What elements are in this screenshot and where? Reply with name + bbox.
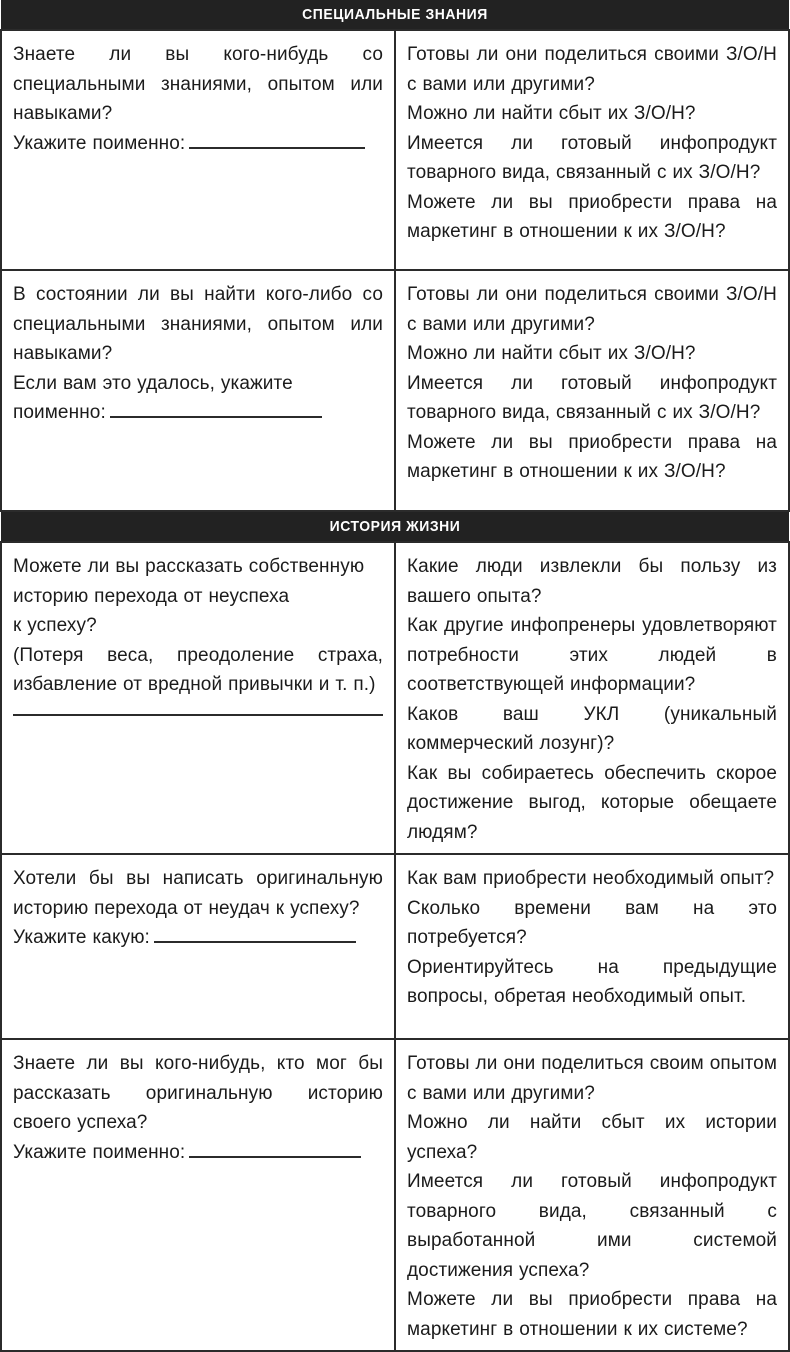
question-line: Имеется ли готовый инфопродукт товарного вида, связанный с их З/О/Н? — [407, 372, 777, 423]
question-line: Можете ли вы рассказать собственную историю перехода от неуспеха — [13, 556, 365, 607]
question-cell-right — [395, 542, 789, 854]
question-line: Как другие инфопренеры удовлетворяют потребности этих людей в соответствующей информации? — [407, 615, 777, 695]
section-header-bar-life-story — [1, 512, 789, 541]
question-text-block — [13, 864, 383, 953]
question-line: Можно ли найти сбыт их З/О/Н? — [407, 103, 696, 124]
question-text-block — [13, 1049, 383, 1167]
question-line: В состоянии ли вы найти кого-либо со специальными знаниями, опытом или навыками? — [13, 284, 383, 364]
section-header-text-life-story: ИСТОРИЯ ЖИЗНИ — [29, 512, 762, 541]
question-line: Готовы ли они поделиться своими З/О/Н с вами или другими? — [407, 44, 777, 95]
question-line: Знаете ли вы кого-нибудь, кто мог бы рассказать оригинальную историю своего успеха? — [13, 1053, 383, 1133]
fill-label: Укажите какую: — [13, 927, 150, 948]
question-line: Готовы ли они поделиться своими З/О/Н с вами или другими? — [407, 284, 777, 335]
question-cell-right — [395, 270, 789, 511]
question-cell-left — [1, 1039, 395, 1351]
section-header-text-special-knowledge: СПЕЦИАЛЬНЫЕ ЗНАНИЯ — [29, 0, 762, 29]
section-header-row-special-knowledge — [1, 0, 789, 30]
fill-in-rule[interactable] — [189, 1138, 361, 1158]
fill-in-rule[interactable] — [13, 700, 383, 716]
table-row — [1, 30, 789, 270]
question-cell-right — [395, 854, 789, 1039]
section-header-row-life-story — [1, 511, 789, 542]
fill-label: Укажите поименно: — [13, 132, 186, 154]
question-line: к успеху? — [13, 615, 97, 636]
question-text-block — [407, 552, 777, 847]
question-line-with-rule — [13, 129, 383, 159]
question-text-block — [407, 40, 777, 247]
table-row — [1, 270, 789, 511]
question-cell-right — [395, 30, 789, 270]
question-text-block — [407, 280, 777, 487]
question-cell-right — [395, 1039, 789, 1351]
question-cell-left — [1, 854, 395, 1039]
question-text-block — [13, 552, 383, 716]
question-line-with-rule — [13, 1138, 383, 1168]
question-line: Как вам приобрести необходимый опыт? — [407, 868, 775, 889]
question-line: Можно ли найти сбыт их истории успеха? — [407, 1112, 777, 1163]
question-text-block — [407, 1049, 777, 1344]
question-line: Можете ли вы приобрести права на маркетинг в отношении к их З/О/Н? — [407, 191, 777, 242]
question-text-block — [13, 280, 383, 428]
question-line: Как вы собираетесь обеспечить скорое достижение выгод, которые обещаете людям? — [407, 762, 777, 843]
fill-label: Укажите поименно: — [13, 1141, 186, 1163]
question-text-block — [13, 40, 383, 158]
fill-in-rule[interactable] — [110, 398, 322, 418]
question-cell-left — [1, 30, 395, 270]
question-cell-left — [1, 270, 395, 511]
section-header-cell — [1, 0, 789, 30]
question-line: Знаете ли вы кого-нибудь со специальными знаниями, опытом или навыками? — [13, 44, 383, 124]
table-row — [1, 854, 789, 1039]
question-line: Готовы ли они поделиться своим опытом с вами или другими? — [407, 1053, 777, 1104]
question-line: Сколько времени вам на это потребуется? — [407, 897, 777, 948]
question-line: Можете ли вы приобрести права на маркетинг в отношении к их З/О/Н? — [407, 431, 777, 482]
question-line: Можете ли вы приобрести права на маркетинг в отношении к их системе? — [407, 1289, 777, 1340]
question-line-with-rule — [13, 369, 383, 428]
question-line: Имеется ли готовый инфопродукт товарного вида, связанный с выработанной ими системой достижения успеха? — [407, 1171, 777, 1281]
fill-in-rule[interactable] — [189, 129, 365, 149]
question-line: (Потеря веса, преодоление страха, избавление от вредной привычки и т. п.) — [13, 644, 383, 695]
question-line: Ориентируйтесь на предыдущие вопросы, обретая необходимый опыт. — [407, 956, 777, 1007]
section-header-cell — [1, 511, 789, 542]
table-row — [1, 1039, 789, 1351]
fill-in-rule[interactable] — [154, 923, 356, 943]
question-line-with-rule — [13, 923, 383, 953]
question-cell-left — [1, 542, 395, 854]
fill-label: Если вам это удалось, укажите поименно: — [13, 372, 293, 423]
question-line: Какие люди извлекли бы пользу из вашего опыта? — [407, 556, 777, 607]
question-line: Хотели бы вы написать оригинальную историю перехода от неудач к успеху? — [13, 868, 383, 919]
question-line: Можно ли найти сбыт их З/О/Н? — [407, 343, 696, 364]
question-text-block — [407, 864, 777, 1012]
table-row — [1, 542, 789, 854]
question-line: Каков ваш УКЛ (уникальный коммерческий лозунг)? — [407, 703, 777, 754]
question-line: Имеется ли готовый инфопродукт товарного вида, связанный с их З/О/Н? — [407, 132, 777, 183]
section-header-bar-special-knowledge — [1, 0, 789, 29]
